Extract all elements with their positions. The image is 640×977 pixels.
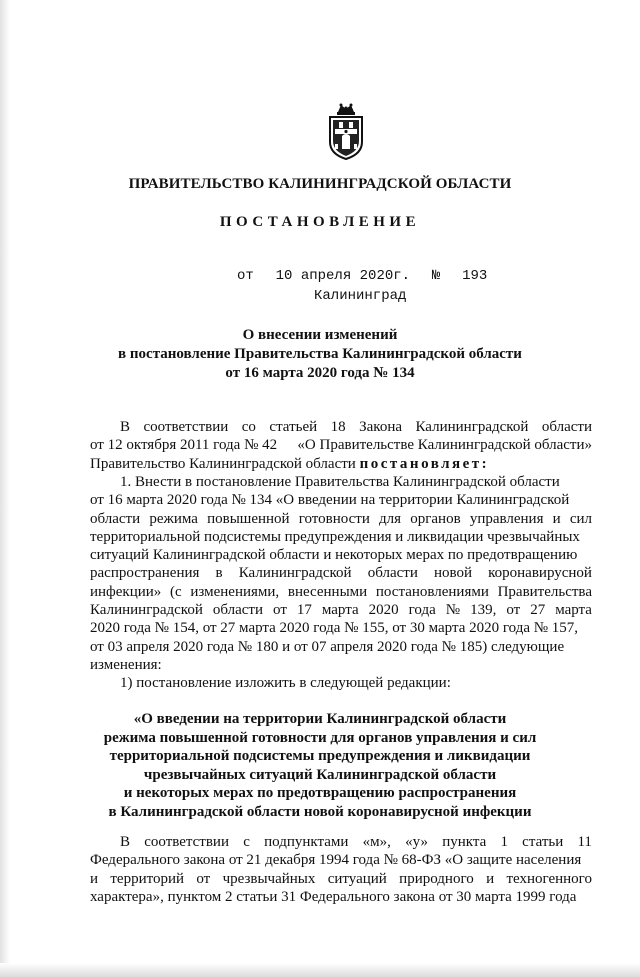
word: 2020 года № 154, от 27 марта 2020 года № 155, от 30 марта 2020 года № 157, [90, 620, 579, 637]
new-title-line: территориальной подсистемы предупреждения и ликвидации [109, 748, 531, 764]
word: области [367, 565, 418, 582]
new-title-line: чрезвычайных ситуаций Калининградской области [143, 766, 497, 783]
document-title [0, 326, 640, 383]
word: чрезвычайных [222, 870, 316, 887]
new-title-line: в Калининградской области новой коронавирусной инфекции [108, 803, 532, 820]
word: ситуаций [327, 870, 387, 887]
word: и [486, 870, 495, 887]
text-line [90, 455, 592, 473]
word: 1 [500, 834, 508, 850]
word: изменениями, [190, 583, 280, 600]
word: 1. Внести в постановление Правительства Калининградской области [120, 474, 560, 490]
word: характера», пунктом 2 статьи 31 Федерального закона от 30 марта 1999 года [90, 888, 577, 905]
new-title-line: «О введении на территории Калининградской области [133, 711, 507, 727]
word: режима [149, 510, 198, 527]
date-line [237, 268, 487, 284]
word: В [120, 419, 131, 435]
text-line [90, 601, 592, 619]
number-sign: № [431, 268, 441, 284]
word: «м», [362, 834, 391, 850]
word: территорий [110, 870, 185, 887]
word: Закона [359, 419, 403, 435]
word: 18 [330, 419, 346, 435]
word: подпунктами [264, 834, 349, 850]
text-line [90, 851, 592, 869]
word: новой [433, 565, 473, 582]
word: 2020 [368, 602, 399, 619]
word: территориальной подсистемы предупреждения и ликвидации чрезвычайных [90, 528, 580, 545]
word: техногенного [506, 870, 592, 887]
new-title-line: режима повышенной готовности для органов управления и сил [103, 729, 537, 746]
coat-of-arms-emblem [325, 102, 367, 160]
word: постановлениями [375, 583, 489, 600]
word: для [379, 510, 402, 527]
text-line [90, 638, 592, 656]
text-line [90, 473, 592, 491]
word: природного [399, 870, 474, 887]
word: сил [569, 510, 592, 527]
enacting-word: постановляет: [359, 455, 490, 472]
word: от [506, 602, 521, 619]
word: области [90, 510, 141, 527]
word: марта [555, 602, 592, 619]
word: управления [469, 510, 544, 527]
word: распространения [90, 565, 200, 582]
final-paragraph [90, 833, 592, 906]
word: от 03 апреля 2020 года № 180 и от 07 апреля 2020 года № 185) следующие [90, 638, 565, 655]
text-fragment: Правительство Калининградской области [90, 455, 360, 472]
word: пункта [442, 834, 487, 850]
word: со [241, 419, 256, 435]
word: Калининградской [90, 602, 203, 619]
word: инфекции» [90, 583, 162, 600]
word: статьи [522, 834, 564, 850]
word: года [408, 602, 436, 619]
title-line: О внесении изменений [242, 327, 398, 343]
word: повышенной [207, 510, 290, 527]
word: 17 [296, 602, 312, 619]
text-line [90, 418, 592, 436]
word: органов [410, 510, 461, 527]
new-title-block [0, 710, 640, 821]
word: Калининградской [238, 565, 352, 582]
date-prefix: от [237, 268, 254, 284]
word: коронавирусной [488, 565, 592, 582]
text-line [90, 564, 592, 582]
word: статьей [269, 419, 318, 435]
word: 27 [530, 602, 546, 619]
word: области [541, 419, 592, 435]
text-line [90, 436, 592, 454]
word: 11 [577, 834, 592, 850]
word: от [196, 870, 211, 887]
text-line [90, 491, 592, 509]
title-line: в постановление Правительства Калининградской области [118, 346, 522, 362]
word: Калининградской [415, 419, 529, 435]
title-line: от 16 марта 2020 года № 134 [225, 365, 415, 381]
text-line [90, 619, 592, 637]
text-line [90, 583, 592, 601]
word: и [90, 870, 99, 887]
word: 139, [470, 602, 497, 619]
text-line [90, 833, 592, 851]
new-title-line: и некоторых мерах по предотвращению распространения [123, 785, 517, 801]
word: внесенными [287, 583, 368, 600]
word: (с [170, 583, 182, 600]
word: с [243, 834, 250, 850]
word: от [273, 602, 287, 619]
document-city: Калининград [314, 288, 407, 304]
word: от 16 марта 2020 года № 134 «О введении на территории Калининградской [90, 492, 570, 509]
subitem-1: 1) постановление изложить в следующей редакции: [120, 675, 451, 692]
word: Федерального закона от 21 декабря 1994 года № 68-ФЗ «О защите населения [90, 852, 582, 869]
document-date: 10 апреля 2020г. [275, 268, 411, 284]
word: № [445, 602, 461, 619]
text-line [90, 546, 592, 564]
government-title: ПРАВИТЕЛЬСТВО КАЛИНИНГРАДСКОЙ ОБЛАСТИ [128, 176, 512, 192]
word: соответствии [143, 419, 229, 435]
word: от 12 октября 2011 года № 42 [90, 437, 278, 454]
word: и [552, 510, 561, 527]
text-line [90, 870, 592, 888]
word: марта [321, 602, 359, 619]
page-edge-shadow [0, 0, 10, 977]
word: области [212, 602, 264, 619]
item-1-paragraph [90, 473, 592, 693]
word: В [120, 834, 131, 850]
page-bottom-edge [0, 963, 640, 977]
text-line [90, 888, 592, 906]
document-number: 193 [462, 268, 488, 284]
word: готовности [298, 510, 370, 527]
word: ситуаций Калининградской области и некоторых мерах по предотвращению [90, 547, 578, 564]
text-line: изменения: [90, 656, 162, 673]
word: в [215, 565, 223, 582]
document-type: ПОСТАНОВЛЕНИЕ [219, 214, 421, 230]
word: соответствии [144, 834, 229, 850]
word: «у» [405, 834, 428, 850]
word: Правительства [497, 583, 592, 600]
text-line [90, 510, 592, 528]
word: «О Правительстве Калининградской области» [297, 437, 592, 454]
text-line [90, 528, 592, 546]
preamble-paragraph [90, 418, 592, 473]
